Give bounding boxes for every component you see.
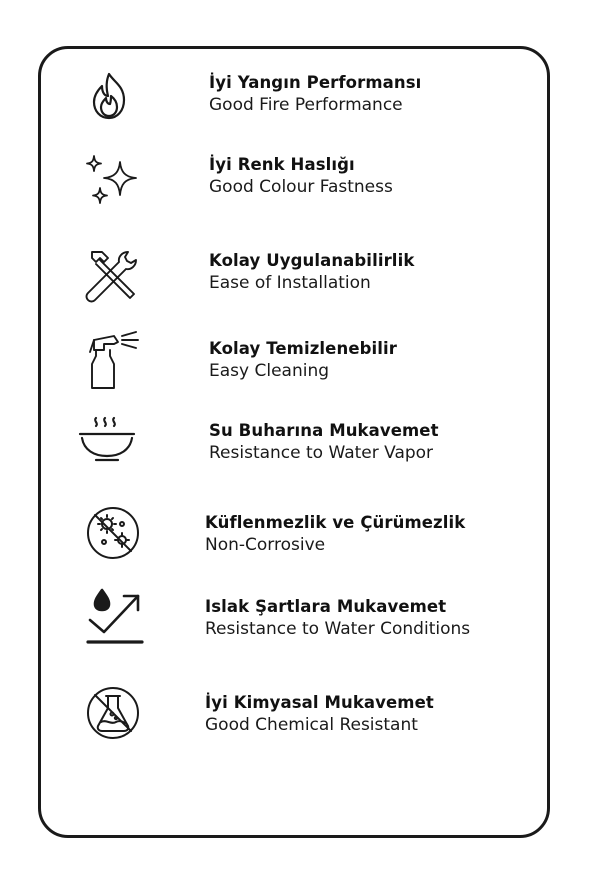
feature-title-tr: Küflenmezlik ve Çürümezlik	[205, 513, 466, 532]
feature-title-tr: İyi Renk Haslığı	[209, 155, 355, 174]
sparkle-icon	[80, 150, 142, 212]
feature-title-en: Resistance to Water Conditions	[205, 619, 471, 639]
feature-title-en: Ease of Installation	[209, 273, 371, 293]
feature-title-tr: İyi Kimyasal Mukavemet	[205, 693, 434, 712]
feature-title-tr: Kolay Temizlenebilir	[209, 339, 398, 358]
spray-bottle-icon	[84, 330, 146, 392]
feature-title-en: Good Fire Performance	[209, 95, 403, 115]
feature-title-en: Non-Corrosive	[205, 535, 326, 555]
feature-water-vapor	[0, 414, 591, 484]
feature-ease-of-installation	[0, 242, 591, 312]
feature-title-en: Resistance to Water Vapor	[209, 443, 434, 463]
feature-water-conditions	[0, 586, 591, 656]
chemical-flask-icon	[82, 682, 144, 744]
feature-non-corrosive	[0, 502, 591, 572]
feature-title-tr: Su Buharına Mukavemet	[209, 421, 439, 440]
feature-title-en: Good Chemical Resistant	[205, 715, 418, 735]
feature-chemical-resistant	[0, 682, 591, 752]
feature-title-tr: Islak Şartlara Mukavemet	[205, 597, 447, 616]
feature-fire-performance	[0, 64, 591, 134]
feature-easy-cleaning	[0, 332, 591, 402]
steam-bowl-icon	[76, 414, 138, 476]
water-drop-check-icon	[84, 586, 146, 648]
feature-title-en: Good Colour Fastness	[209, 177, 393, 197]
fire-icon	[78, 66, 140, 128]
feature-title-tr: İyi Yangın Performansı	[209, 73, 422, 92]
no-mold-icon	[82, 502, 144, 564]
feature-title-tr: Kolay Uygulanabilirlik	[209, 251, 415, 270]
feature-colour-fastness	[0, 148, 591, 218]
tools-icon	[80, 246, 142, 308]
feature-title-en: Easy Cleaning	[209, 361, 330, 381]
